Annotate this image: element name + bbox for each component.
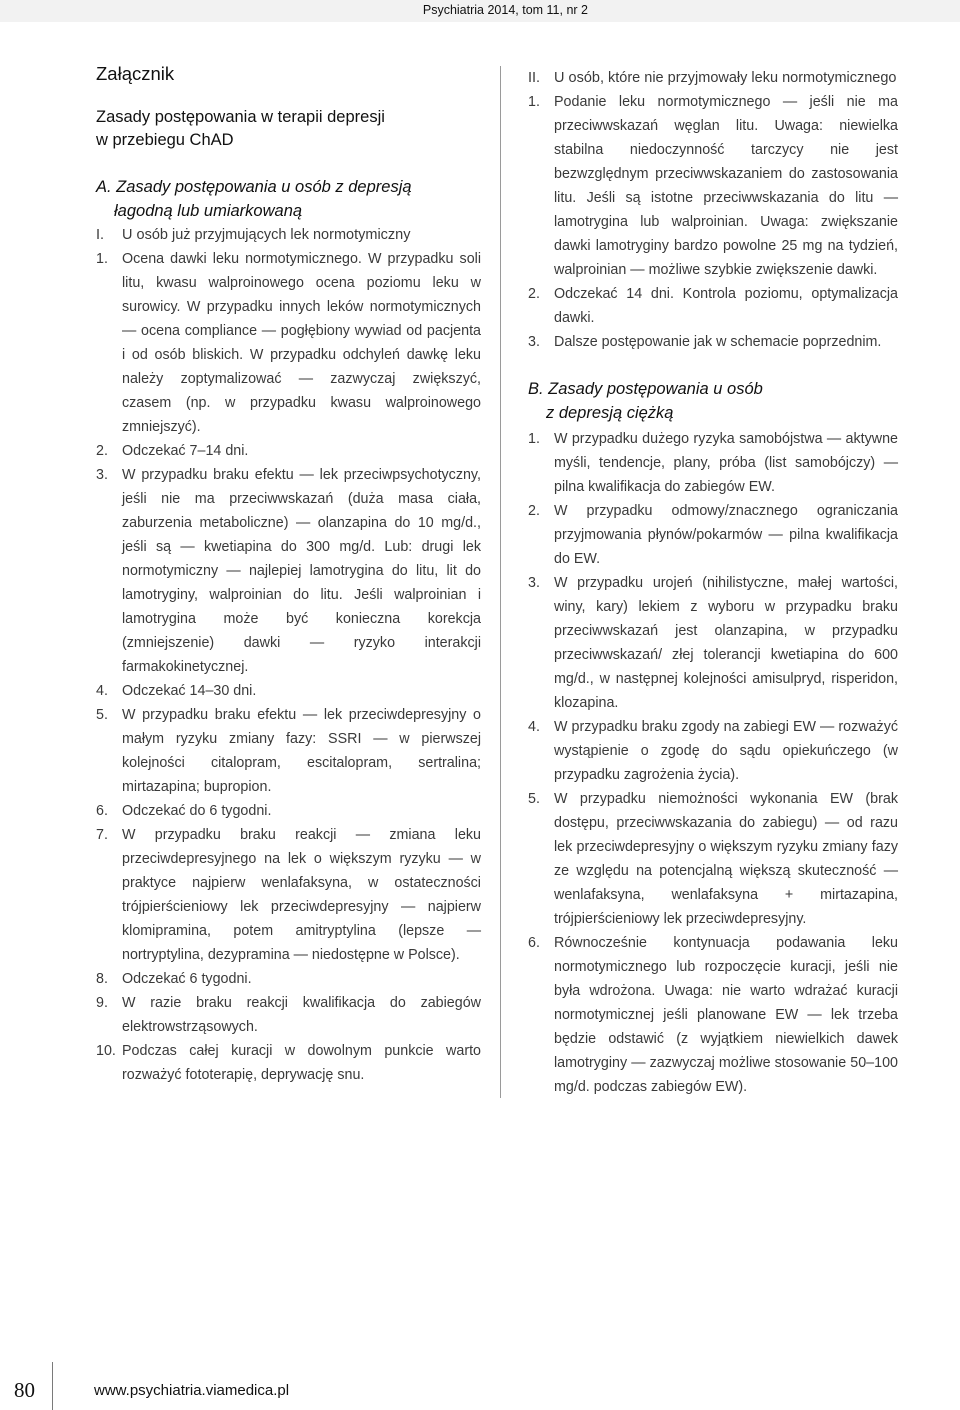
list-item: [96, 823, 481, 967]
list-item-text: W przypadku niemożności wykonania EW (brak dostępu, przeciwwskazania do zabiegu) — od razu lek przeciwdepresyjny o większym ryzyku zmiany fazy ze względu na potencjalną większą skuteczność — wenlafaksyna, wenlafaksyna + mirtazapina, trójpierścieniowy lek przeciwdepresyjny.: [554, 791, 898, 927]
list-item-number: 6.: [96, 803, 108, 819]
list-item: [528, 787, 898, 931]
appendix-title: Załącznik: [96, 63, 175, 84]
list-item: [528, 282, 898, 330]
section-b-line1: B. Zasady postępowania u osób: [528, 380, 763, 398]
list-item-number: 2.: [528, 286, 540, 302]
list-item-text: Ocena dawki leku normotymicznego. W przypadku soli litu, kwasu walproinowego ocena poziomu leku w surowicy. W przypadku innych leków normotymicznych — ocena compliance — pogłębiony wywiad od pacjenta i od osób bliskich. W przypadku odchyleń dawkę leku należy zoptymalizować — zazwyczaj zwiększyć, czasem (np. w przypadku kwasu walproinowego zmniejszyć).: [122, 251, 481, 435]
list-item: [528, 499, 898, 571]
list-item-number: 9.: [96, 995, 108, 1011]
list-item-number: 7.: [96, 827, 108, 843]
section-a-line2: łagodną lub umiarkowaną: [114, 202, 303, 220]
list-item-text: Odczekać 6 tygodni.: [122, 971, 252, 987]
list-item-number: 3.: [528, 575, 540, 591]
page-number: 80: [14, 1378, 35, 1402]
list-item-text: W przypadku braku zgody na zabiegi EW — rozważyć wystąpienie o zgodę do sądu opiekuńczego (w przypadku zagrożenia życia).: [554, 719, 898, 783]
subsection-ii: [528, 66, 898, 90]
list-item: [96, 463, 481, 679]
list-item: [528, 571, 898, 715]
list-item-number: 1.: [96, 251, 108, 267]
list-item-text: W przypadku urojeń (nihilistyczne, małej wartości, winy, kary) lekiem z wyboru w przypadku braku przeciwwskazań jest olanzapina, w przypadku przeciwwskazań/ złej tolerancji kwetiapina do 600 mg/d., w następnej kolejności amisulpryd, risperidon, klozapina.: [554, 575, 898, 711]
list-item: [96, 703, 481, 799]
left-column: [96, 62, 481, 1087]
list-item: [96, 247, 481, 439]
list-item-text: Odczekać 14–30 dni.: [122, 683, 257, 699]
list-item-text: W przypadku braku efektu — lek przeciwpsychotyczny, jeśli nie ma przeciwwskazań (duża masa ciała, zaburzenia metaboliczne) — olanzapina do 10 mg/d., jeśli są — kwetiapina do 300 mg/d. Lub: drugi lek normotymiczny — najlepiej lamotrygina do litu, lit do lamotryginy, walproinian do litu. Jeśli walproinian i lamotrygina może być konieczna korekcja (zmniejszenie) dawki — ryzyko interakcji farmakokinetycznej.: [122, 467, 481, 675]
list-item-text: Podczas całej kuracji w dowolnym punkcie warto rozważyć fototerapię, deprywację snu.: [122, 1043, 481, 1083]
journal-url[interactable]: www.psychiatria.viamedica.pl: [94, 1382, 290, 1399]
list-item-number: 3.: [528, 334, 540, 350]
list-item-text: W przypadku braku efektu — lek przeciwdepresyjny o małym ryzyku zmiany fazy: SSRI — w pierwszej kolejności citalopram, escitalopram, sertralina; mirtazapina; bupropion.: [122, 707, 481, 795]
list-item: [528, 427, 898, 499]
list-item: [528, 715, 898, 787]
column-divider: [500, 66, 501, 1098]
list-item-number: 1.: [528, 431, 540, 447]
running-header: [0, 0, 960, 22]
list-item-number: 2.: [96, 443, 108, 459]
list-item-text: Podanie leku normotymicznego — jeśli nie ma przeciwwskazań węglan litu. Uwaga: niewielka stabilna niedoczynność tarczycy nie jest bezwzględnym przeciwwskazaniem do zastosowania litu. Jeśli są istotne przeciwwskazania do litu — lamotrygina lub walproinian. Uwaga: zwiększanie dawki lamotryginy bardzo powolne 25 mg na tydzień, walproinian — możliwe szybkie zwiększenie dawki.: [554, 94, 898, 278]
list-item: [96, 1039, 481, 1087]
list-item-text: W razie braku reakcji kwalifikacja do zabiegów elektrowstrząsowych.: [122, 995, 481, 1035]
main-title: Zasady postępowania w terapii depresji w przebiegu ChAD: [96, 108, 385, 149]
section-a-heading: [96, 175, 481, 223]
list-item: [528, 90, 898, 282]
list-item: [96, 679, 481, 703]
left-steps-list: [96, 247, 481, 1087]
list-item-text: W przypadku odmowy/znacznego ograniczania przyjmowania płynów/pokarmów — pilna kwalifikacja do EW.: [554, 503, 898, 567]
list-item-number: 2.: [528, 503, 540, 519]
list-item-number: 5.: [96, 707, 108, 723]
subsection-ii-number: II.: [528, 70, 541, 86]
subsection-ii-steps-list: [528, 90, 898, 354]
list-item-number: 1.: [528, 94, 540, 110]
subsection-i-number: I.: [96, 227, 105, 243]
section-b-steps-list: [528, 427, 898, 1099]
footer-divider: [52, 1362, 53, 1410]
list-item-number: 5.: [528, 791, 540, 807]
list-item-number: 4.: [528, 719, 540, 735]
list-item-number: 4.: [96, 683, 108, 699]
list-item-text: W przypadku dużego ryzyka samobójstwa — aktywne myśli, tendencje, plany, próba (list samobójczy) — pilna kwalifikacja do zabiegów EW.: [554, 431, 898, 495]
list-item: [528, 931, 898, 1099]
list-item-number: 6.: [528, 935, 540, 951]
list-item: [96, 439, 481, 463]
list-item-text: Odczekać 7–14 dni.: [122, 443, 249, 459]
list-item-number: 10.: [96, 1043, 116, 1059]
list-item-text: Odczekać 14 dni. Kontrola poziomu, optymalizacja dawki.: [554, 286, 898, 326]
list-item-number: 8.: [96, 971, 108, 987]
subsection-i-title: U osób już przyjmujących lek normotymiczny: [122, 227, 411, 243]
list-item: [528, 330, 898, 354]
subsection-ii-title: U osób, które nie przyjmowały leku normotymicznego: [554, 70, 897, 86]
right-column: [528, 66, 898, 1099]
section-b-heading: [528, 377, 898, 425]
list-item-text: Odczekać do 6 tygodni.: [122, 803, 272, 819]
subsection-i: [96, 223, 481, 247]
list-item: [96, 799, 481, 823]
section-b-line2: z depresją ciężką: [546, 404, 674, 422]
section-a-line1: A. Zasady postępowania u osób z depresją: [96, 178, 412, 196]
list-item: [96, 967, 481, 991]
list-item-text: Równocześnie kontynuacja podawania leku normotymicznego lub rozpoczęcie kuracji, jeśli nie była wdrożona. Uwaga: nie warto wdrażać kuracji normotymicznej jeśli planowane EW — lek trzeba będzie odstawić (z wyjątkiem niewielkich dawek lamotryginy — zazwyczaj możliwe stosowanie 50–100 mg/d. podczas zabiegów EW).: [554, 935, 898, 1095]
list-item-text: W przypadku braku reakcji — zmiana leku przeciwdepresyjnego na lek o większym ryzyku — w praktyce najpierw wenlafaksyna, w ostateczności trójpierścieniowy lek przeciwdepresyjny — najpierw klomipramina, potem amitryptylina (lepsze — nortryptylina, dezypramina — niedostępne w Polsce).: [122, 827, 481, 963]
list-item-number: 3.: [96, 467, 108, 483]
list-item-text: Dalsze postępowanie jak w schemacie poprzednim.: [554, 334, 882, 350]
journal-citation: Psychiatria 2014, tom 11, nr 2: [422, 3, 588, 17]
list-item: [96, 991, 481, 1039]
